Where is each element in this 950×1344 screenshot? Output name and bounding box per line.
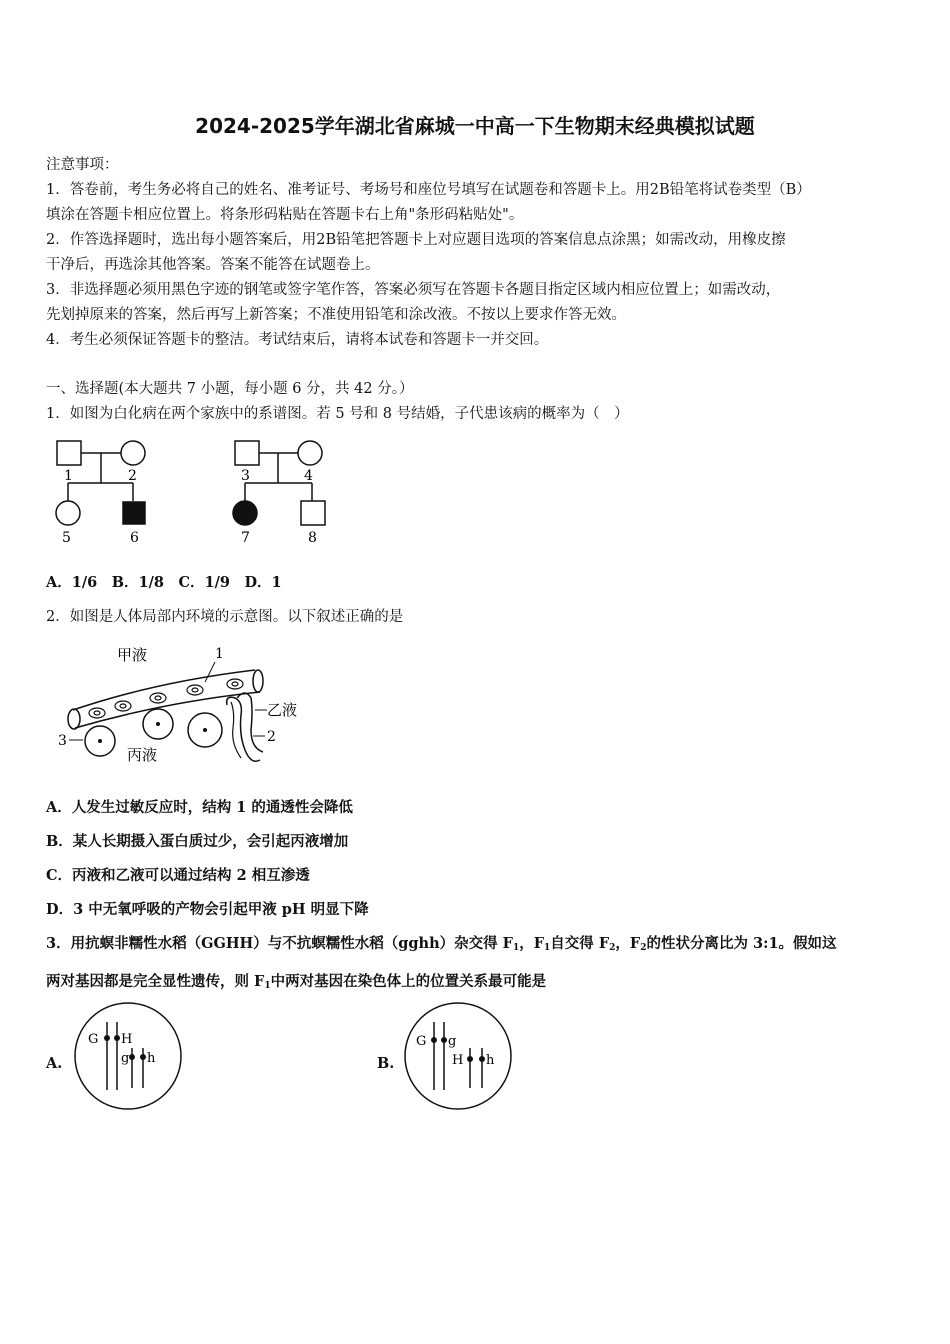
notice-line: 干净后，再选涂其他答案。答案不能答在试题卷上。 xyxy=(46,257,380,273)
q3-option-a-label: A. xyxy=(46,1055,63,1072)
individual-3-male xyxy=(235,441,259,465)
label-1: 1 xyxy=(64,468,73,484)
q3-option-a-figure xyxy=(70,1000,190,1115)
gene-H: H xyxy=(121,1032,133,1047)
label-4: 4 xyxy=(304,468,313,484)
notice-line: 填涂在答题卡相应位置上。将条形码粘贴在答题卡右上角"条形码粘贴处"。 xyxy=(46,207,524,223)
label-2: 2 xyxy=(267,729,276,745)
individual-7-affected-female xyxy=(233,501,257,525)
q2-option-c: C．丙液和乙液可以通过结构 2 相互渗透 xyxy=(46,867,310,884)
individual-8-male xyxy=(301,501,325,525)
individual-6-affected-male xyxy=(123,502,145,524)
notice-line: 4．考生必须保证答题卡的整洁。考试结束后，请将本试卷和答题卡一并交回。 xyxy=(46,332,549,348)
gene-g: g xyxy=(448,1034,457,1049)
individual-5-female xyxy=(56,501,80,525)
notice-line: 3．非选择题必须用黑色字迹的钢笔或签字笔作答，答案必须写在答题卡各题目指定区域内相应位置上；如需改动， xyxy=(46,282,781,298)
gene-h: h xyxy=(486,1053,495,1068)
gene-h: h xyxy=(147,1051,156,1066)
label-yi: 乙液 xyxy=(267,701,298,719)
q1-options: A．1/6 B．1/8 C．1/9 D．1 xyxy=(46,574,282,591)
gene-G: G xyxy=(88,1032,99,1047)
q2-internal-environment-figure xyxy=(55,640,315,770)
gene-g: g xyxy=(121,1051,130,1066)
individual-4-female xyxy=(298,441,322,465)
page-title: 2024-2025学年湖北省麻城一中高一下生物期末经典模拟试题 xyxy=(195,114,755,138)
q2-stem: 2．如图是人体局部内环境的示意图。以下叙述正确的是 xyxy=(46,609,404,625)
notice-line: 2．作答选择题时，选出每小题答案后，用2B铅笔把答题卡上对应题目选项的答案信息点涂黑；如需改动，用橡皮擦 xyxy=(46,232,786,248)
gene-H: H xyxy=(452,1053,464,1068)
individual-2-female xyxy=(121,441,145,465)
gene-G: G xyxy=(416,1034,427,1049)
q2-option-d: D．3 中无氧呼吸的产物会引起甲液 pH 明显下降 xyxy=(46,901,369,918)
label-8: 8 xyxy=(308,530,317,546)
notice-heading: 注意事项： xyxy=(46,157,119,173)
q1-stem: 1．如图为白化病在两个家族中的系谱图。若 5 号和 8 号结婚，子代患该病的概率为（ ） xyxy=(46,406,629,422)
q2-option-a: A．人发生过敏反应时，结构 1 的通透性会降低 xyxy=(46,799,353,816)
label-3: 3 xyxy=(241,468,250,484)
notice-line: 先划掉原来的答案，然后再写上新答案；不准使用铅笔和涂改液。不按以上要求作答无效。 xyxy=(46,307,626,323)
label-1: 1 xyxy=(215,646,224,662)
notice-line: 1．答卷前，考生务必将自己的姓名、准考证号、考场号和座位号填写在试题卷和答题卡上。用2B铅笔将试卷类型（B） xyxy=(46,182,811,198)
individual-1-male xyxy=(57,441,81,465)
q3-stem: 3．用抗螟非糯性水稻（GGHH）与不抗螟糯性水稻（gghh）杂交得 $F_1$，$F_1$自交得 $F_2$，$F_2$的性状分离比为 3:1。假如这 xyxy=(46,935,837,953)
q1-pedigree-figure xyxy=(40,435,340,550)
q2-option-b: B．某人长期摄入蛋白质过少，会引起丙液增加 xyxy=(46,833,349,850)
q3-option-b-label: B. xyxy=(377,1055,395,1072)
label-jia: 甲液 xyxy=(117,646,148,664)
label-2: 2 xyxy=(128,468,137,484)
label-5: 5 xyxy=(62,530,71,546)
label-bing: 丙液 xyxy=(127,746,158,764)
label-6: 6 xyxy=(130,530,139,546)
label-7: 7 xyxy=(241,530,250,546)
q3-stem-line2: 两对基因都是完全显性遗传，则 $F_1$中两对基因在染色体上的位置关系最可能是 xyxy=(46,973,547,991)
section-heading: 一、选择题(本大题共 7 小题，每小题 6 分，共 42 分。） xyxy=(46,381,414,397)
q3-option-b-figure xyxy=(400,1000,520,1115)
label-3: 3 xyxy=(58,733,67,749)
